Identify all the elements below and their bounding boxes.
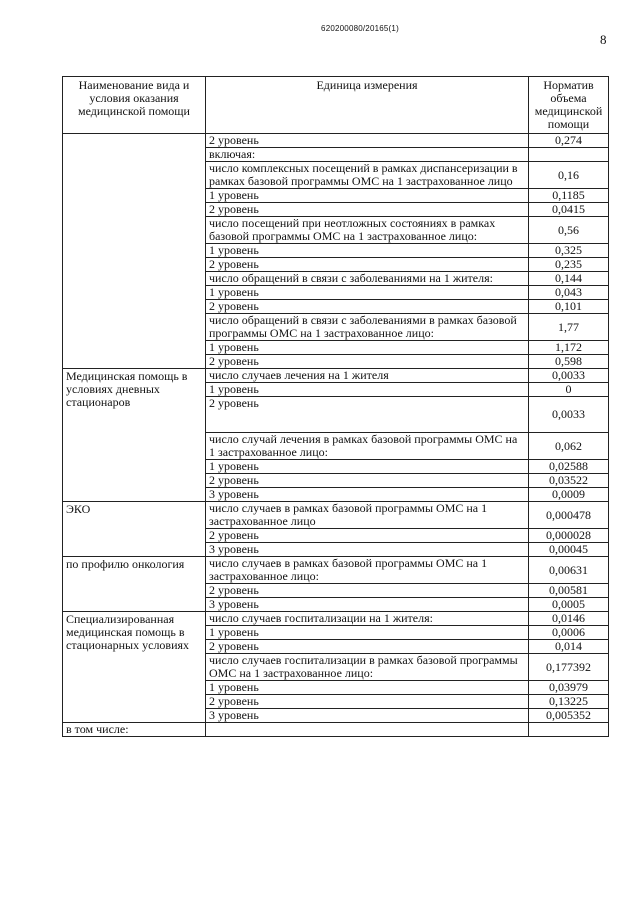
value-cell: 0,014 (529, 640, 609, 654)
table-row (63, 134, 609, 148)
footer-cell: в том числе: (63, 723, 206, 737)
value-cell: 0,043 (529, 286, 609, 300)
unit-cell: 2 уровень (206, 397, 529, 433)
unit-cell: число посещений при неотложных состояниях в рамках базовой программы ОМС на 1 застрахованное лицо: (206, 217, 529, 244)
type-cell: Специализированная медицинская помощь в стационарных условиях (63, 612, 206, 723)
unit-cell: 1 уровень (206, 681, 529, 695)
value-cell: 0 (529, 383, 609, 397)
type-cell: Медицинская помощь в условиях дневных стационаров (63, 369, 206, 502)
value-cell: 0,274 (529, 134, 609, 148)
unit-cell: 1 уровень (206, 244, 529, 258)
unit-cell: число случаев в рамках базовой программы ОМС на 1 застрахованное лицо: (206, 557, 529, 584)
unit-cell: 1 уровень (206, 626, 529, 640)
header-unit: Единица измерения (206, 77, 529, 134)
unit-cell: 2 уровень (206, 258, 529, 272)
type-cell (63, 134, 206, 369)
unit-cell: 2 уровень (206, 300, 529, 314)
value-cell: 0,005352 (529, 709, 609, 723)
value-cell: 0,16 (529, 162, 609, 189)
value-cell: 0,000478 (529, 502, 609, 529)
unit-cell: 1 уровень (206, 460, 529, 474)
value-cell: 0,0033 (529, 397, 609, 433)
document-id: 620200080/20165(1) (321, 24, 399, 33)
unit-cell: 2 уровень (206, 134, 529, 148)
unit-cell: число случай лечения в рамках базовой программы ОМС на 1 застрахованное лицо: (206, 433, 529, 460)
value-cell: 0,0009 (529, 488, 609, 502)
header-type: Наименование вида и условия оказания медицинской помощи (63, 77, 206, 134)
value-cell (529, 723, 609, 737)
value-cell (529, 148, 609, 162)
unit-cell: 1 уровень (206, 341, 529, 355)
value-cell: 0,0005 (529, 598, 609, 612)
value-cell: 0,03979 (529, 681, 609, 695)
unit-cell: число случаев лечения на 1 жителя (206, 369, 529, 383)
value-cell: 0,235 (529, 258, 609, 272)
value-cell: 0,02588 (529, 460, 609, 474)
value-cell: 0,13225 (529, 695, 609, 709)
value-cell: 0,00581 (529, 584, 609, 598)
unit-cell: число случаев госпитализации на 1 жителя: (206, 612, 529, 626)
unit-cell (206, 723, 529, 737)
table-row (63, 369, 609, 383)
unit-cell: 2 уровень (206, 695, 529, 709)
value-cell: 1,172 (529, 341, 609, 355)
value-cell: 0,101 (529, 300, 609, 314)
unit-cell: 1 уровень (206, 286, 529, 300)
value-cell: 0,144 (529, 272, 609, 286)
type-cell: по профилю онкология (63, 557, 206, 612)
value-cell: 0,56 (529, 217, 609, 244)
unit-cell: 2 уровень (206, 355, 529, 369)
value-cell: 0,598 (529, 355, 609, 369)
table-row (63, 502, 609, 529)
value-cell: 0,0415 (529, 203, 609, 217)
page-number: 8 (600, 32, 607, 47)
value-cell: 0,062 (529, 433, 609, 460)
unit-cell: число случаев госпитализации в рамках базовой программы ОМС на 1 застрахованное лицо: (206, 654, 529, 681)
unit-cell: 3 уровень (206, 488, 529, 502)
table-row (63, 557, 609, 584)
value-cell: 0,00045 (529, 543, 609, 557)
unit-cell: 2 уровень (206, 203, 529, 217)
unit-cell: 3 уровень (206, 709, 529, 723)
norms-table (62, 76, 609, 737)
table-body (63, 134, 609, 737)
value-cell: 1,77 (529, 314, 609, 341)
unit-cell: 3 уровень (206, 543, 529, 557)
unit-cell: 3 уровень (206, 598, 529, 612)
value-cell: 0,0033 (529, 369, 609, 383)
unit-cell: число комплексных посещений в рамках диспансеризации в рамках базовой программы ОМС на 1 застрахованное лицо (206, 162, 529, 189)
unit-cell: 2 уровень (206, 474, 529, 488)
value-cell: 0,03522 (529, 474, 609, 488)
unit-cell: 1 уровень (206, 383, 529, 397)
value-cell: 0,000028 (529, 529, 609, 543)
value-cell: 0,0006 (529, 626, 609, 640)
value-cell: 0,00631 (529, 557, 609, 584)
unit-cell: 2 уровень (206, 529, 529, 543)
value-cell: 0,0146 (529, 612, 609, 626)
unit-cell: число случаев в рамках базовой программы ОМС на 1 застрахованное лицо (206, 502, 529, 529)
value-cell: 0,177392 (529, 654, 609, 681)
unit-cell: число обращений в связи с заболеваниями в рамках базовой программы ОМС на 1 застрахованное лицо: (206, 314, 529, 341)
table-row (63, 723, 609, 737)
unit-cell: 2 уровень (206, 640, 529, 654)
unit-cell: включая: (206, 148, 529, 162)
table-row (63, 612, 609, 626)
value-cell: 0,325 (529, 244, 609, 258)
unit-cell: число обращений в связи с заболеваниями на 1 жителя: (206, 272, 529, 286)
type-cell: ЭКО (63, 502, 206, 557)
value-cell: 0,1185 (529, 189, 609, 203)
header-norm: Норматив объема медицинской помощи (529, 77, 609, 134)
unit-cell: 1 уровень (206, 189, 529, 203)
unit-cell: 2 уровень (206, 584, 529, 598)
